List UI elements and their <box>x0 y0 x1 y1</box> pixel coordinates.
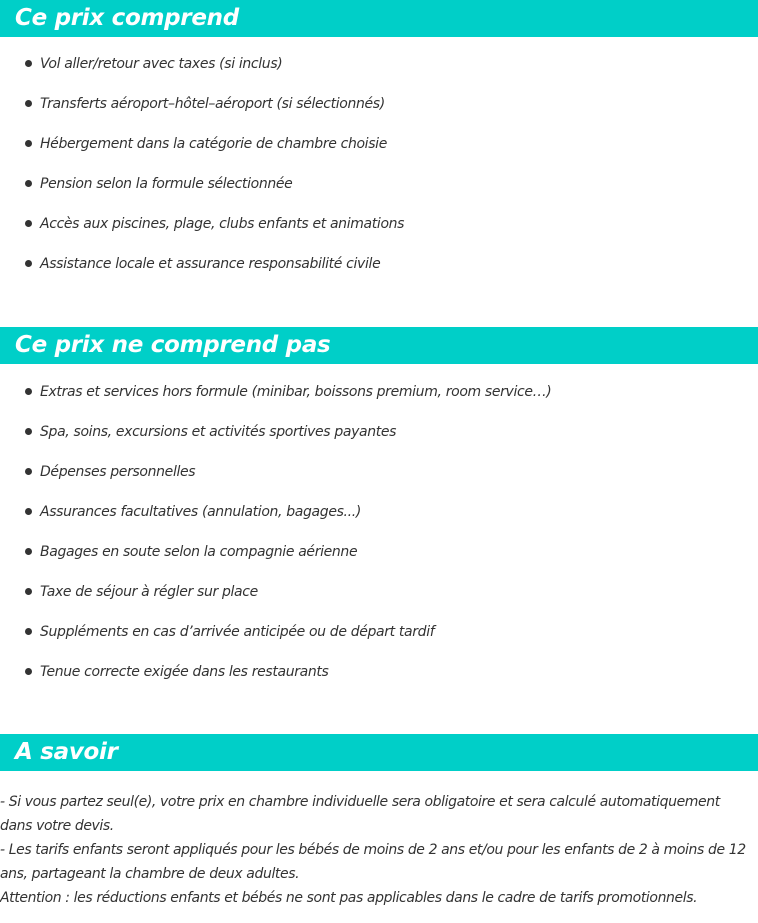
list-item-text: Assurances facultatives (annulation, bagages...) <box>40 504 361 520</box>
list-item <box>0 383 758 423</box>
list-item-text: Dépenses personnelles <box>40 464 196 480</box>
bullet-icon <box>25 428 32 435</box>
info-title: A savoir <box>15 739 118 765</box>
list-item-text: Accès aux piscines, plage, clubs enfants et animations <box>40 216 405 232</box>
included-header <box>0 0 758 37</box>
excluded-title: Ce prix ne comprend pas <box>15 332 331 358</box>
list-item-text: Hébergement dans la catégorie de chambre choisie <box>40 136 387 152</box>
list-item-text: Suppléments en cas d’arrivée anticipée ou de départ tardif <box>40 624 435 640</box>
bullet-icon <box>25 140 32 147</box>
list-item <box>0 463 758 503</box>
list-item <box>0 583 758 623</box>
bullet-icon <box>25 180 32 187</box>
list-item <box>0 423 758 463</box>
bullet-icon <box>25 388 32 395</box>
list-item-text: Spa, soins, excursions et activités sportives payantes <box>40 424 397 440</box>
list-item-text: Extras et services hors formule (minibar, boissons premium, room service…) <box>40 384 552 400</box>
bullet-icon <box>25 60 32 67</box>
included-section <box>0 0 758 295</box>
bullet-icon <box>25 100 32 107</box>
excluded-list <box>0 383 758 703</box>
list-item <box>0 663 758 703</box>
bullet-icon <box>25 468 32 475</box>
list-item-text: Taxe de séjour à régler sur place <box>40 584 258 600</box>
info-header <box>0 734 758 771</box>
bullet-icon <box>25 508 32 515</box>
list-item <box>0 543 758 583</box>
included-list <box>0 55 758 295</box>
list-item-text: Vol aller/retour avec taxes (si inclus) <box>40 56 283 72</box>
info-section <box>0 734 758 910</box>
bullet-icon <box>25 220 32 227</box>
bullet-icon <box>25 548 32 555</box>
list-item-text: Pension selon la formule sélectionnée <box>40 176 293 192</box>
info-text <box>0 790 758 910</box>
list-item <box>0 95 758 135</box>
info-paragraph: Attention : les réductions enfants et bébés ne sont pas applicables dans le cadre de tarifs promotionnels. <box>0 890 698 906</box>
bullet-icon <box>25 668 32 675</box>
list-item-text: Transferts aéroport–hôtel–aéroport (si sélectionnés) <box>40 96 385 112</box>
bullet-icon <box>25 260 32 267</box>
bullet-icon <box>25 588 32 595</box>
list-item <box>0 503 758 543</box>
excluded-section <box>0 327 758 703</box>
info-paragraph: - Les tarifs enfants seront appliqués pour les bébés de moins de 2 ans et/ou pour les enfants de 2 à moins de 12 ans, partageant la chambre de deux adultes. <box>0 842 746 882</box>
list-item-text: Tenue correcte exigée dans les restaurants <box>40 664 329 680</box>
list-item-text: Bagages en soute selon la compagnie aérienne <box>40 544 358 560</box>
list-item <box>0 175 758 215</box>
list-item <box>0 135 758 175</box>
list-item <box>0 55 758 95</box>
list-item-text: Assistance locale et assurance responsabilité civile <box>40 256 381 272</box>
bullet-icon <box>25 628 32 635</box>
list-item <box>0 215 758 255</box>
list-item <box>0 255 758 295</box>
included-title: Ce prix comprend <box>15 5 239 31</box>
excluded-header <box>0 327 758 364</box>
list-item <box>0 623 758 663</box>
info-paragraph: - Si vous partez seul(e), votre prix en chambre individuelle sera obligatoire et sera calculé automatiquement dans votre devis. <box>0 794 720 834</box>
